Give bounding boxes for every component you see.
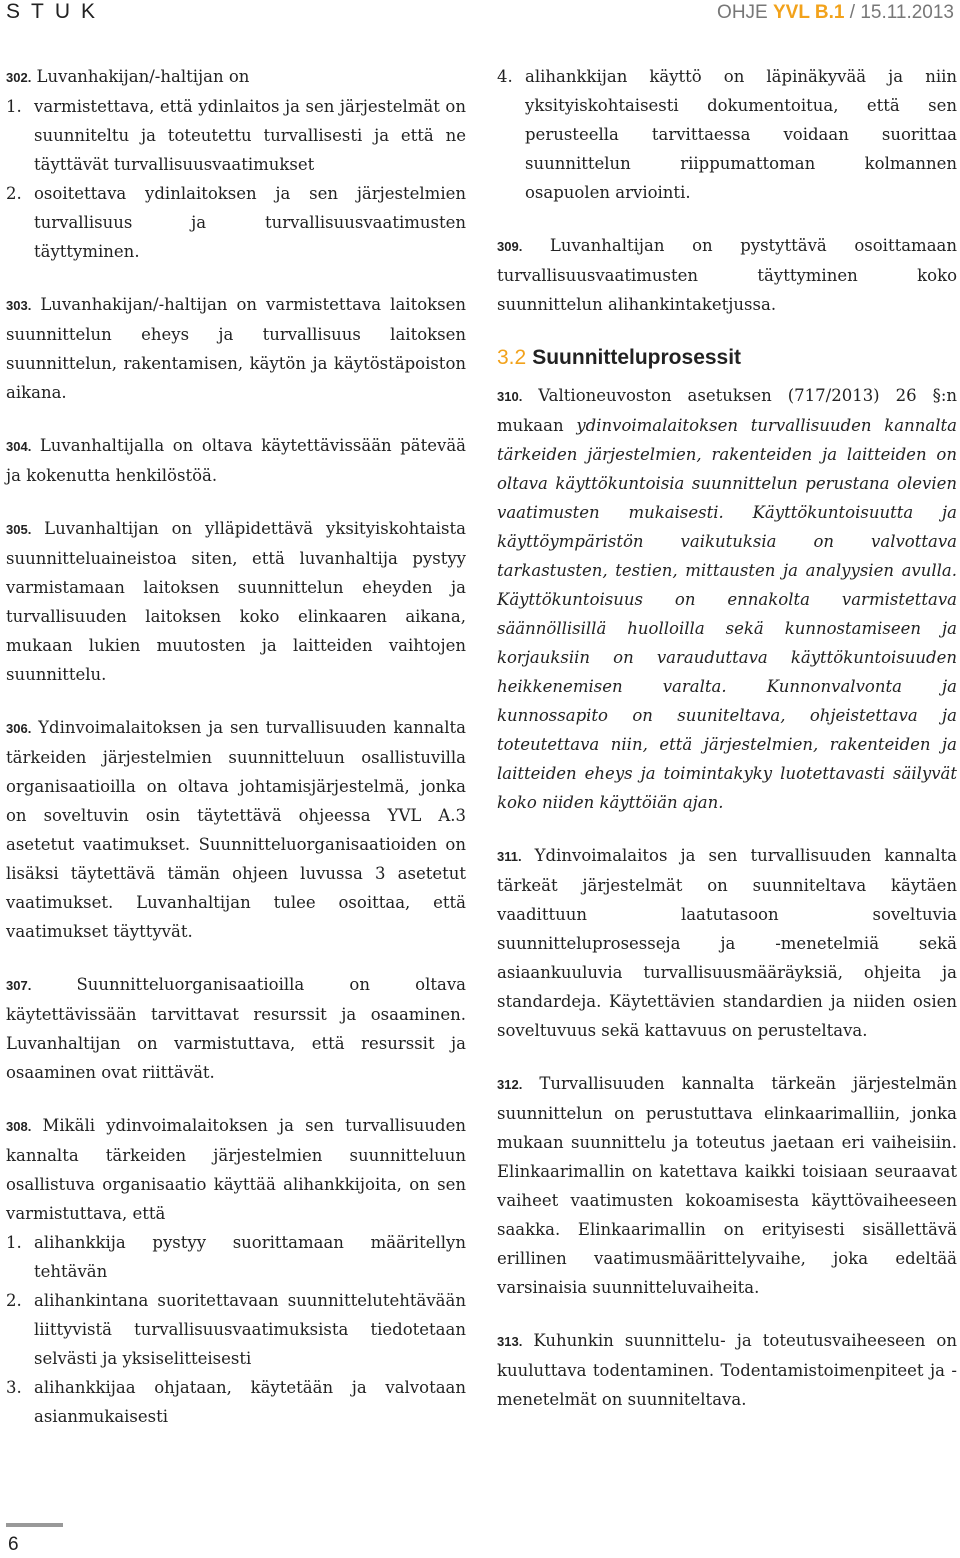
section-number: 3.2	[497, 346, 527, 369]
guide-code: YVL B.1	[773, 2, 845, 23]
paragraph-313: 313. Kuhunkin suunnittelu- ja toteutusvaiheeseen on kuuluttava todentaminen. Todentamistoimenpiteet ja -menetelmät on suunniteltava.	[497, 1331, 957, 1409]
paragraph-307: 307. Suunnitteluorganisaatioilla on oltava käytettävissään tarvittavat resurssit ja osaaminen. Luvanhaltijan on varmistuttava, että resurssit ja osaaminen ovat riittävät.	[6, 975, 466, 1082]
section-heading	[497, 343, 957, 373]
left-column	[6, 62, 466, 1455]
paragraph-304: 304. Luvanhaltijalla on oltava käytettävissään pätevää ja kokenutta henkilöstöä.	[6, 436, 466, 485]
paragraph-303: 303. Luvanhakijan/-haltijan on varmistettava laitoksen suunnittelun eheys ja turvallisuus laitoksen suunnittelun, rakentamisen, käytön ja käytöstäpoiston aikana.	[6, 295, 466, 402]
list-item: 2. osoitettava ydinlaitoksen ja sen järjestelmien turvallisuus ja turvallisuusvaatimusten täyttyminen.	[6, 184, 466, 261]
list-item: 4. alihankkijan käyttö on läpinäkyvää ja niin yksityiskohtaisesti dokumentoitua, että sen perusteella tarvittaessa voidaan suorittaa suunnittelun riippumattoman kolmannen osapuolen arviointi.	[497, 67, 957, 202]
list-item: 3. alihankkijaa ohjataan, käytetään ja valvotaan asianmukaisesti	[6, 1378, 466, 1426]
paragraph-311: 311. Ydinvoimalaitos ja sen turvallisuuden kannalta tärkeät järjestelmät on suunniteltava käytäen vaadittuun laatutasoon soveltuvia suunnitteluprosesseja ja -menetelmiä sekä asiaankuuluvia turvallisuusmääräyksiä, ohjeita ja standardeja. Käytettävien standardien ja niiden osien soveltuvuus sekä kattavuus on perusteltava.	[497, 846, 957, 1040]
paragraph-306: 306. Ydinvoimalaitoksen ja sen turvallisuuden kannalta tärkeiden järjestelmien suunnitteluun osallistuvilla organisaatioilla on oltava johtamisjärjestelmä, jonka on soveltuvin osin täytettävä ohjeessa YVL A.3 asetetut vaatimukset. Suunnitteluorganisaatioiden on lisäksi täytettävä tämän ohjeen luvussa 3 asetetut vaatimukset. Luvanhaltijan tulee osoittaa, että vaatimukset täyttyvät.	[6, 718, 466, 941]
list-item: 1. alihankkija pystyy suorittamaan määritellyn tehtävän	[6, 1233, 466, 1281]
guide-prefix: OHJE	[717, 2, 773, 23]
guide-date: 15.11.2013	[860, 2, 954, 23]
quoted-decree-text: ydinvoimalaitoksen turvallisuuden kannalta tärkeiden järjestelmien, rakenteiden ja laitteiden on oltava käyttökuntoisia suunnittelun perustana olevien vaatimusten mukaisesti. Käyttökuntoisuutta ja käyttöympäristön vaikutuksia on valvottava tarkastusten, testien, mittausten ja analyysien avulla. Käyttökuntoisuus on ennakolta varmistettava säännöllisillä huolloilla sekä kunnostamiseen ja korjauksiin on varauduttava käyttökuntoisuuden heikkenemisen varalta. Kunnonvalvonta ja kunnossapito on suuniteltava, ohjeistettava ja toteutettava niin, että järjestelmien, rakenteiden ja laitteiden eheys ja toimintakyky luotettavasti säilyvät koko niiden käyttöiän ajan.	[497, 416, 957, 812]
paragraph-text: Luvanhakijan/-haltijan on	[31, 67, 250, 86]
list-item: 2. alihankintana suoritettavaan suunnittelutehtävään liittyvistä turvallisuusvaatimuksista tiedotetaan selvästi ja yksiselitteisesti	[6, 1291, 466, 1368]
list-308	[6, 1228, 466, 1431]
publisher-name: STUK	[6, 0, 107, 23]
list-308-continued	[497, 62, 957, 207]
paragraph-308: 308. Mikäli ydinvoimalaitoksen ja sen turvallisuuden kannalta tärkeiden järjestelmien suunnitteluun osallistuva organisaatio käyttää alihankkijoita, on sen varmistuttava, että	[6, 1116, 466, 1223]
right-column	[497, 62, 957, 1438]
paragraph-302	[6, 62, 466, 92]
list-302	[6, 92, 466, 266]
section-title: Suunnitteluprosessit	[532, 346, 742, 369]
list-item: 1. varmistettava, että ydinlaitos ja sen järjestelmät on suunniteltu ja toteutettu turvallisesti ja että ne täyttävät turvallisuusvaatimukset	[6, 97, 466, 174]
footer-rule	[6, 1523, 63, 1527]
paragraph-310: 310. Valtioneuvoston asetuksen (717/2013) 26 §:n mukaan ydinvoimalaitoksen turvallisuuden kannalta tärkeiden järjestelmien, rakenteiden ja laitteiden on oltava käyttökuntoisia suunnittelun perustana olevien vaatimusten mukaisesti. Käyttökuntoisuutta ja käyttöympäristön vaikutuksia on valvottava tarkastusten, testien, mittausten ja analyysien avulla. Käyttökuntoisuus on ennakolta varmistettava säännöllisillä huolloilla sekä kunnostamiseen ja korjauksiin on varauduttava käyttökuntoisuuden heikkenemisen varalta. Kunnonvalvonta ja kunnossapito on suuniteltava, ohjeistettava ja toteutettava niin, että järjestelmien, rakenteiden ja laitteiden eheys ja toimintakyky luotettavasti säilyvät koko niiden käyttöiän ajan.	[497, 386, 957, 812]
paragraph-312: 312. Turvallisuuden kannalta tärkeän järjestelmän suunnittelun on perustuttava elinkaarimalliin, jonka mukaan suunnittelu ja toteutus jaetaan eri vaiheisiin. Elinkaarimallin on katettava kaikki toisiaan seuraavat vaiheet vaatimusten kokoamisesta käyttövaiheeseen saakka. Elinkaarimallin on erityisesti sisällettävä erillinen vaatimusmäärittelyvaihe, joka edeltää varsinaisia suunnitteluvaiheita.	[497, 1074, 957, 1297]
page-number: 6	[8, 1534, 19, 1555]
paragraph-number: 302.	[6, 70, 32, 85]
document-id	[717, 2, 954, 24]
id-separator: /	[844, 2, 861, 23]
paragraph-305: 305. Luvanhaltijan on ylläpidettävä yksityiskohtaista suunnitteluaineistoa siten, että luvanhaltija pystyy varmistamaan laitoksen suunnittelun eheyden ja turvallisuuden laitoksen koko elinkaaren aikana, mukaan lukien muutosten ja laitteiden vaihtojen suunnittelu.	[6, 519, 466, 684]
paragraph-309: 309. Luvanhaltijan on pystyttävä osoittamaan turvallisuusvaatimusten täyttyminen koko suunnittelun alihankintaketjussa.	[497, 236, 957, 314]
